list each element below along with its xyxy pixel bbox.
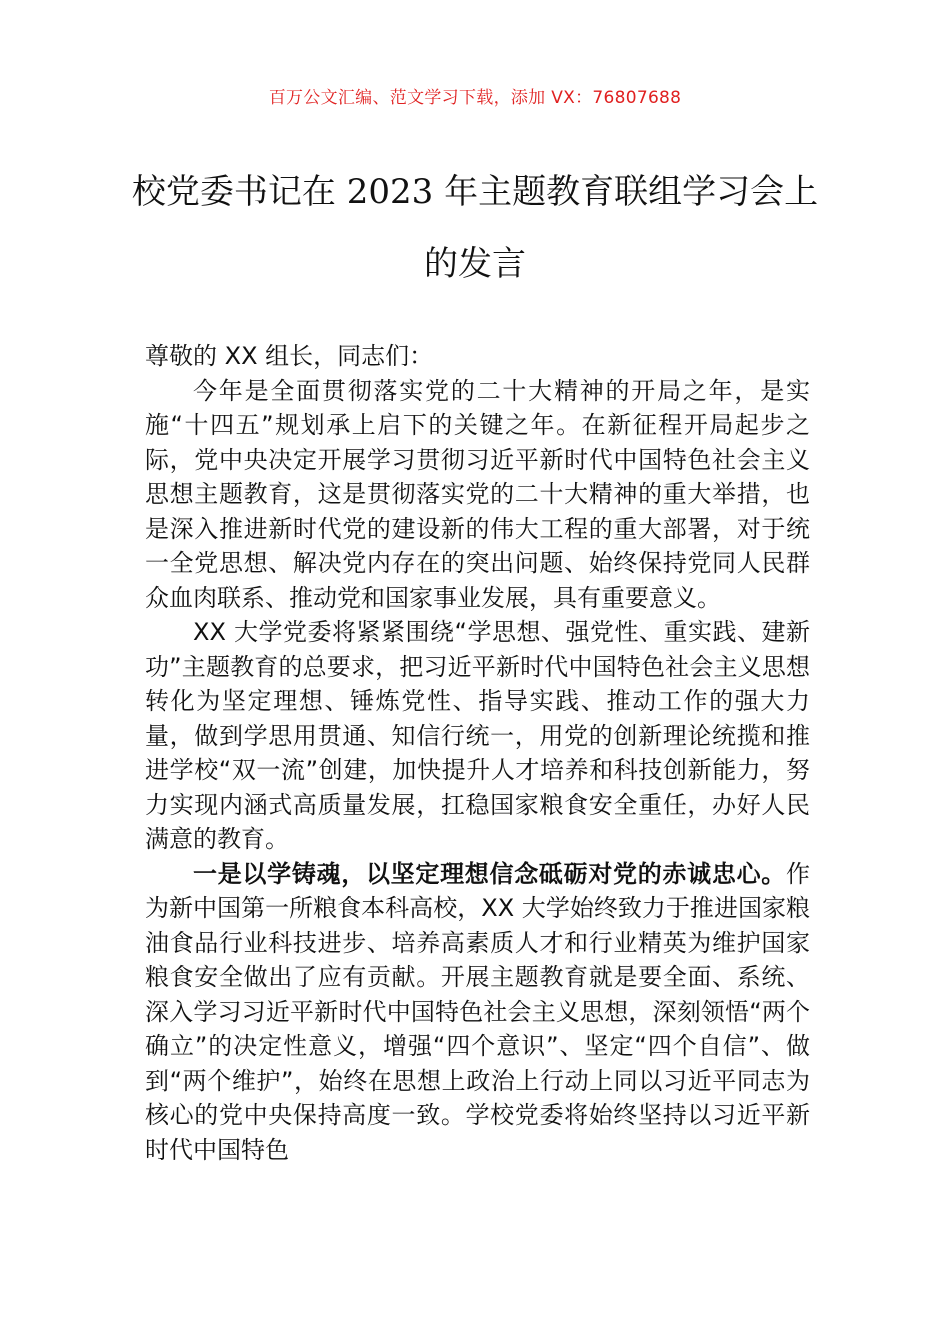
document-body [145, 339, 810, 1167]
paragraph-intro: 今年是全面贯彻落实党的二十大精神的开局之年，是实施“十四五”规划承上启下的关键之年。在新征程开局起步之际，党中央决定开展学习贯彻习近平新时代中国特色社会主义思想主题教育，这是贯彻落实党的二十大精神的重大举措，也是深入推进新时代党的建设新的伟大工程的重大部署，对于统一全党思想、解决党内存在的突出问题、始终保持党同人民群众血肉联系、推动党和国家事业发展，具有重要意义。 [145, 376, 810, 612]
document-title: 校党委书记在 2023 年主题教育联组学习会上的发言 [131, 172, 819, 284]
paragraph-section-one [145, 857, 810, 1168]
section-one-text: 作为新中国第一所粮食本科高校，XX 大学始终致力于推进国家粮油食品行业科技进步、培养高素质人才和行业精英为维护国家粮食安全做出了应有贡献。开展主题教育就是要全面、系统、深入学习习近平新时代中国特色社会主义思想，深刻领悟“两个确立”的决定性意义，增强“四个意识”、坚定“四个自信”、做到“两个维护”，始终在思想上政治上行动上同以习近平同志为核心的党中央保持高度一致。学校党委将始终坚持以习近平新时代中国特色 [145, 859, 810, 1164]
section-one-heading: 一是以学铸魂，以坚定理想信念砥砺对党的赤诚忠心。 [193, 859, 786, 888]
salutation: 尊敬的 XX 组长，同志们： [145, 342, 434, 370]
header-watermark-note: 百万公文汇编、范文学习下载，添加 VX：76807688 [268, 88, 682, 108]
paragraph-requirements: XX 大学党委将紧紧围绕“学思想、强党性、重实践、建新功”主题教育的总要求，把习近平新时代中国特色社会主义思想转化为坚定理想、锤炼党性、指导实践、推动工作的强大力量，做到学思用贯通、知信行统一，用党的创新理论统揽和推进学校“双一流”创建，加快提升人才培养和科技创新能力，努力实现内涵式高质量发展，扛稳国家粮食安全重任，办好人民满意的教育。 [145, 618, 810, 853]
